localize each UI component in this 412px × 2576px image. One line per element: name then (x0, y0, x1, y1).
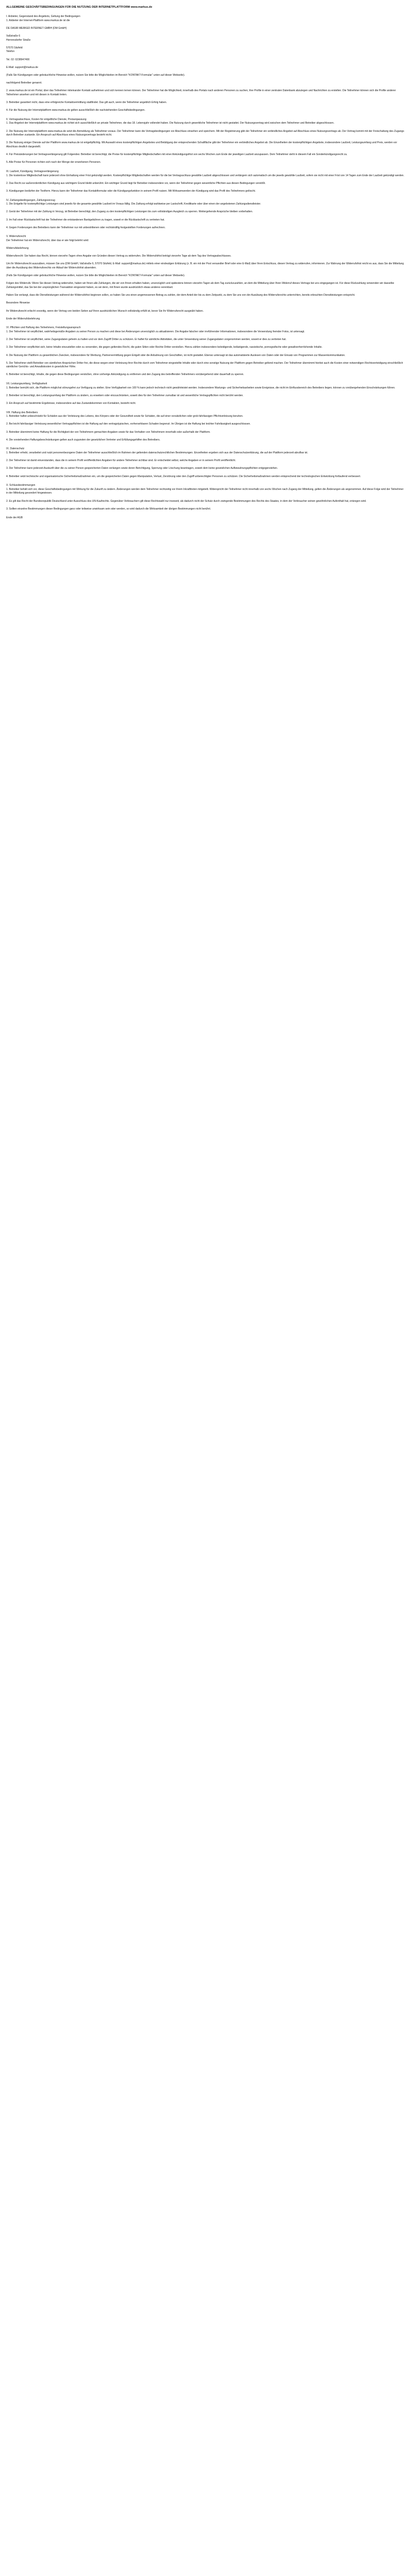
section-paragraph: 2. Der Teilnehmer ist verpflichtet, seine Zugangsdaten geheim zu halten und vor dem Zugriff Dritter zu schützen. Er haftet für sämtliche Aktivitäten, die unter Verwendung seiner Zugangsdaten vorgenommen werden, soweit er dies zu vertreten hat. (6, 338, 286, 342)
section-paragraph: 3. Im Fall einer Rücklastschrift hat der Teilnehmer die entstandenen Bankgebühren zu tragen, soweit er die Rücklastschrift zu vertreten hat. (6, 218, 165, 222)
section-paragraph: 3. Betreiber garantiert nicht, dass eine erfolgreiche Kontaktvermittlung stattfindet. Das gilt auch, wenn die Teilnehmer angeblich Erfolg haben. (6, 101, 167, 105)
section (6, 411, 406, 443)
section-heading: III. Laufzeit, Kündigung, Vertragsverlängerung (6, 170, 59, 173)
section-paragraph: Widerrufsbelehrung (6, 247, 29, 250)
section-heading: VII. Leistungsumfang, Verfügbarkeit (6, 382, 47, 386)
section-paragraph: (Falls Sie Kündigungen oder gebräuchliche Hinweise wollen, nutzen Sie bitte die Möglichkeiten im Bereich "KONTAKT-Formular" unten auf dieser Webseite). (6, 73, 185, 77)
section-paragraph: 1. Der Teilnehmer ist verpflichtet, wahrheitsgemäße Angaben zu seiner Person zu machen und diese bei Änderungen unverzüglich zu aktualisieren. Die Angabe falscher oder irreführender Informationen, insbesondere die Verwendung fremder Fotos, ist untersagt. (6, 330, 305, 333)
section-paragraph: 3. Der Teilnehmer verpflichtet sich, keine Inhalte einzustellen oder zu versenden, die gegen geltendes Recht, die guten Sitten oder Rechte Dritter verstoßen. Hierzu zählen insbesondere beleidigende, belästigende, rassistische, pornografische oder gewaltverherrlichende Inhalte. (6, 346, 322, 349)
section-paragraph: Folgen des Widerrufs: Wenn Sie diesen Vertrag widerrufen, haben wir Ihnen alle Zahlungen, die wir von Ihnen erhalten haben, unverzüglich und spätestens binnen vierzehn Tagen ab dem Tag zurückzuzahlen, an dem die Mitteilung über Ihren Widerruf dieses Vertrags bei uns eingegangen ist. Für diese Rückzahlung verwenden wir dasselbe Zahlungsmittel, das Sie bei der ursprünglichen Transaktion eingesetzt haben, es sei denn, mit Ihnen wurde ausdrücklich etwas anderes vereinbart. (6, 282, 394, 289)
section (6, 235, 406, 321)
section-paragraph: (Falls Sie Kündigungen oder gebräuchliche Hinweise wollen, nutzen Sie bitte die Möglichkeiten im Bereich "KONTAKT-Formular" unten auf dieser Webseite). (6, 274, 185, 278)
section-paragraph: 2. Bei leicht fahrlässiger Verletzung wesentlicher Vertragspflichten ist die Haftung auf den vertragstypischen, vorhersehbaren Schaden begrenzt. Im Übrigen ist die Haftung bei leichter Fahrlässigkeit ausgeschlossen. (6, 422, 251, 426)
document-title: ALLGEMEINE GESCHÄFTSBEDINGUNGEN FÜR DIE NUTZUNG DER INTERNETPLATTFORM www.markus.de (6, 6, 152, 9)
section-paragraph: 1. Das Angebot der Internetplattform www.markus.de richtet sich ausschließlich an private Teilnehmer, die das 18. Lebensjahr vollendet haben. Die Nutzung durch gewerbliche Teilnehmer ist nicht gestattet. Der Nutzungsvertrag wird zwischen dem Teilnehmer und Betreiber abgeschlossen. (6, 122, 335, 125)
section-paragraph: 1. Betreiber haftet unbeschränkt für Schäden aus der Verletzung des Lebens, des Körpers oder der Gesundheit sowie für Schäden, die auf einer vorsätzlichen oder grob fahrlässigen Pflichtverletzung beruhen. (6, 415, 244, 418)
section-paragraph: 3. Ein Anspruch auf bestimmte Ergebnisse, insbesondere auf das Zustandekommen von Kontakten, besteht nicht. (6, 402, 136, 405)
section (6, 118, 406, 165)
section-heading: I. Anbieter, Gegenstand des Angebots, Geltung der Bedingungen (6, 15, 80, 18)
section-paragraph: Ihr Widerrufsrecht erlischt vorzeitig, wenn der Vertrag von beiden Seiten auf Ihren ausdrücklichen Wunsch vollständig erfüllt ist, bevor Sie Ihr Widerrufsrecht ausgeübt haben. (6, 309, 204, 313)
section (6, 326, 406, 377)
section-heading: X. Schlussbestimmungen (6, 484, 36, 487)
section-paragraph: 3. Kündigungen bedürfen der Textform. Hierzu kann der Teilnehmer das Kontaktformular oder die Kündigungsfunktion in seinem Profil nutzen. Mit Wirksamwerden der Kündigung wird das Profil des Teilnehmers gelöscht. (6, 189, 256, 193)
section-paragraph: Widerrufsrecht: Sie haben das Recht, binnen vierzehn Tagen ohne Angabe von Gründen diesen Vertrag zu widerrufen. Die Widerrufsfrist beträgt vierzehn Tage ab dem Tag des Vertragsabschlusses. (6, 255, 232, 258)
section-paragraph: Der Teilnehmer hat ein Widerrufsrecht, über das er wie folgt belehrt wird: (6, 239, 89, 242)
section-paragraph: 4. Für Preisänderungen bei Vertragsverlängerung gilt Folgendes: Betreiber ist berechtigt, die Preise für kostenpflichtige Mitgliedschaften mit einer Ankündigungsfrist von sechs Wochen zum Ende der jeweiligen Laufzeit anzupassen. Dem Teilnehmer steht in diesem Fall ein Sonderkündigungsrecht zu. (6, 153, 348, 157)
section-paragraph: Besondere Hinweise (6, 301, 30, 305)
section-paragraph: 2. Die Nutzung der Internetplattform www.markus.de setzt die Anmeldung als Teilnehmer voraus. Der Teilnehmer kann die Vertragsbedingungen vor Abschluss einsehen und speichern. Mit der Registrierung gibt der Teilnehmer ein verbindliches Angebot auf Abschluss eines Nutzungsvertrags ab. Der Vertrag kommt mit der Freischaltung des Zugangs durch Betreiber zustande. Ein Anspruch auf Abschluss eines Nutzungsvertrags besteht nicht. (6, 129, 404, 137)
section-paragraph: 5. Alle Preise für Personen richten sich nach der Menge der erworbenen Personen. (6, 161, 101, 164)
section-paragraph: 3. Sollten einzelne Bestimmungen dieser Bedingungen ganz oder teilweise unwirksam sein oder werden, so wird dadurch die Wirksamkeit der übrigen Bestimmungen nicht berührt. (6, 507, 211, 511)
section-paragraph: 3. Betreiber übernimmt keine Haftung für die Richtigkeit der von Teilnehmern gemachten Angaben sowie für das Verhalten von Teilnehmern innerhalb oder außerhalb der Plattform. (6, 430, 211, 434)
section-paragraph: Ende der Widerrufsbelehrung (6, 317, 40, 320)
section-paragraph: 1. Betreiber bemüht sich, die Plattform möglichst störungsfrei zur Verfügung zu stellen. Eine Verfügbarkeit von 100 % kann jedoch technisch nicht gewährleistet werden. Insbesondere Wartungs- und Sicherheitsarbeiten sowie Ereignisse, die nicht im Einflussbereich des Betreibers liegen, können zu vorübergehenden Einschränkungen führen. (6, 386, 396, 389)
section-paragraph: 1. Betreiber behält sich vor, diese Geschäftsbedingungen mit Wirkung für die Zukunft zu ändern. Änderungen werden dem Teilnehmer rechtzeitig vor ihrem Inkrafttreten mitgeteilt. Widerspricht der Teilnehmer nicht innerhalb von sechs Wochen nach Zugang der Mitteilung, gelten die Änderungen als angenommen. Auf diese Folge wird der Teilnehmer in der Mitteilung gesondert hingewiesen. (6, 487, 404, 495)
section (6, 15, 406, 113)
section-paragraph: DE DASIR MERKED INTERNET GMBH (DM GmbH) Vaßstraße 6 Herrensdorfer Straße 57070 Sitzfeld Telefon Tel. 02: 0238947400 E-Mail: support@markus.de (6, 26, 67, 69)
section-paragraph: 2. Der Teilnehmer ist damit einverstanden, dass die in seinem Profil veröffentlichten Angaben für andere Teilnehmer sichtbar sind. Er entscheidet selbst, welche Angaben er in seinem Profil veröffentlicht. (6, 459, 236, 463)
section-paragraph: 2. www.markus.de ist ein Portal, über das Teilnehmer miteinander Kontakt aufnehmen und sich kennen lernen können. Der Teilnehmer hat die Möglichkeit, innerhalb des Portals nach anderen Personen zu suchen, ihre Profile in einer zentralen Datenbank abzulegen und Nachrichten zu erstellen. Die Teilnehmer können sich die Profile anderer Teilnehmer ansehen und mit diesen in Kontakt treten. (6, 89, 396, 96)
section-paragraph: 4. Gegen Forderungen des Betreibers kann der Teilnehmer nur mit unbestrittenen oder rechtskräftig festgestellten Forderungen aufrechnen. (6, 226, 166, 229)
section-paragraph: 3. Der Teilnehmer kann jederzeit Auskunft über die zu seiner Person gespeicherten Daten verlangen sowie deren Berichtigung, Sperrung oder Löschung beantragen, soweit dem keine gesetzlichen Aufbewahrungspflichten entgegenstehen. (6, 467, 278, 470)
section-paragraph: 1. Die Entgelte für kostenpflichtige Leistungen sind jeweils für die gesamte gewählte Laufzeit im Voraus fällig. Die Zahlung erfolgt wahlweise per Lastschrift, Kreditkarte oder über einen der angebotenen Zahlungsdienstleister. (6, 202, 261, 206)
section-paragraph: 3. Die Nutzung einiger Dienste auf der Plattform www.markus.de ist entgeltpflichtig. Mit Auswahl eines kostenpflichtigen Angebotes und Betätigung der entsprechenden Schaltfläche gibt der Teilnehmer ein verbindliches Angebot ab. Die Einzelheiten der kostenpflichtigen Angebote, insbesondere Laufzeit, Leistungsumfang und Preis, werden vor Abschluss deutlich dargestellt. (6, 141, 397, 148)
section-paragraph: Um Ihr Widerrufsrecht auszuüben, müssen Sie uns (DM GmbH, Vaßstraße 6, 57070 Sitzfeld, E-Mail: support@markus.de) mittels einer eindeutigen Erklärung (z. B. ein mit der Post versandter Brief oder eine E-Mail) über Ihren Entschluss, diesen Vertrag zu widerrufen, informieren. Zur Wahrung der Widerrufsfrist reicht es aus, dass Sie die Mitteilung über die Ausübung des Widerrufsrechts vor Ablauf der Widerrufsfrist absenden. (6, 262, 404, 270)
section-paragraph: 2. Gerät der Teilnehmer mit der Zahlung in Verzug, ist Betreiber berechtigt, den Zugang zu den kostenpflichtigen Leistungen bis zum vollständigen Ausgleich zu sperren. Weitergehende Ansprüche bleiben vorbehalten. (6, 210, 253, 214)
section-heading: IX. Datenschutz (6, 447, 25, 451)
section-heading: IV. Zahlungsbedingungen, Zahlungsverzug (6, 198, 55, 202)
section-paragraph: 2. Das Recht zur außerordentlichen Kündigung aus wichtigem Grund bleibt unberührt. Ein wichtiger Grund liegt für Betreiber insbesondere vor, wenn der Teilnehmer gegen wesentliche Pflichten aus diesen Bedingungen verstößt. (6, 181, 266, 185)
section-paragraph: 4. Betreiber setzt technische und organisatorische Sicherheitsmaßnahmen ein, um die gespeicherten Daten gegen Manipulation, Verlust, Zerstörung oder den Zugriff unberechtigter Personen zu schützen. Die Sicherheitsmaßnahmen werden entsprechend der technologischen Entwicklung fortlaufend verbessert. (6, 474, 361, 478)
section-paragraph: 4. Für die Nutzung der Internetplattform www.markus.de gelten ausschließlich die nachstehenden Geschäftsbedingungen. (6, 109, 145, 112)
section-paragraph: 4. Die Nutzung der Plattform zu gewerblichen Zwecken, insbesondere für Werbung, Partnervermittlung gegen Entgelt oder die Anbahnung von Geschäften, ist nicht gestattet. Ebenso untersagt ist das automatisierte Auslesen von Daten oder der Einsatz von Programmen zur Massenkommunikation. (6, 353, 346, 357)
section-paragraph: Haben Sie verlangt, dass die Dienstleistungen während der Widerrufsfrist beginnen sollen, so haben Sie uns einen angemessenen Betrag zu zahlen, der dem Anteil der bis zu dem Zeitpunkt, zu dem Sie uns von der Ausübung des Widerrufsrechts unterrichten, bereits erbrachten Dienstleistungen entspricht. (6, 294, 355, 297)
section-paragraph: 2. Es gilt das Recht der Bundesrepublik Deutschland unter Ausschluss des UN-Kaufrechts. Gegenüber Verbrauchern gilt diese Rechtswahl nur insoweit, als dadurch nicht der Schutz durch zwingende Bestimmungen des Rechts des Staates, in dem der Verbraucher seinen gewöhnlichen Aufenthalt hat, entzogen wird. (6, 499, 367, 503)
section (6, 382, 406, 406)
sections-container (6, 15, 406, 511)
section-paragraph: 5. Der Teilnehmer stellt Betreiber von sämtlichen Ansprüchen Dritter frei, die diese wegen einer Verletzung ihrer Rechte durch vom Teilnehmer eingestellte Inhalte oder durch eine sonstige Nutzung der Plattform gegen Betreiber geltend machen. Der Teilnehmer übernimmt hierbei auch die Kosten einer notwendigen Rechtsverteidigung einschließlich sämtlicher Gerichts- und Anwaltskosten in gesetzlicher Höhe. (6, 361, 403, 369)
section-heading: VIII. Haftung des Betreibers (6, 411, 38, 414)
section-paragraph: 1. Die kostenlose Mitgliedschaft kann jederzeit ohne Einhaltung einer Frist gekündigt werden. Kostenpflichtige Mitgliedschaften werden für die bei Vertragsschluss gewählte Laufzeit abgeschlossen und verlängern sich automatisch um die jeweils gewählte Laufzeit, sofern sie nicht mit einer Frist von 14 Tagen zum Ende der Laufzeit gekündigt werden. (6, 174, 404, 177)
section-heading: V. Widerrufsrecht (6, 235, 26, 239)
section (6, 199, 406, 230)
end-note: Ende der AGB (6, 516, 23, 520)
section-heading: II. Vertragsabschluss, Kosten für entgeltliche Dienste, Preisanpassung (6, 117, 87, 121)
section-paragraph: 1. Anbieter der Internet-Plattform www.markus.de ist die (6, 19, 70, 22)
section-paragraph: 4. Die vorstehenden Haftungsbeschränkungen gelten auch zugunsten der gesetzlichen Vertreter und Erfüllungsgehilfen des Betreibers. (6, 438, 161, 442)
section-paragraph: 6. Betreiber ist berechtigt, Inhalte, die gegen diese Bedingungen verstoßen, ohne vorherige Ankündigung zu entfernen und den Zugang des betreffenden Teilnehmers vorübergehend oder dauerhaft zu sperren. (6, 373, 244, 377)
section-heading: VI. Pflichten und Haftung des Teilnehmers, Freistellungsanspruch (6, 326, 81, 330)
section (6, 484, 406, 511)
section (6, 170, 406, 194)
section-paragraph: 1. Betreiber erhebt, verarbeitet und nutzt personenbezogene Daten der Teilnehmer ausschließlich im Rahmen der geltenden datenschutzrechtlichen Bestimmungen. Einzelheiten ergeben sich aus der Datenschutzerklärung, die auf der Plattform jederzeit abrufbar ist. (6, 451, 308, 454)
section-paragraph: nachfolgend Betreiber genannt. (6, 81, 42, 85)
section-paragraph: 2. Betreiber ist berechtigt, den Leistungsumfang der Plattform zu ändern, zu erweitern oder einzuschränken, soweit dies für den Teilnehmer zumutbar ist und wesentliche Vertragspflichten nicht berührt werden. (6, 394, 244, 397)
section (6, 447, 406, 479)
